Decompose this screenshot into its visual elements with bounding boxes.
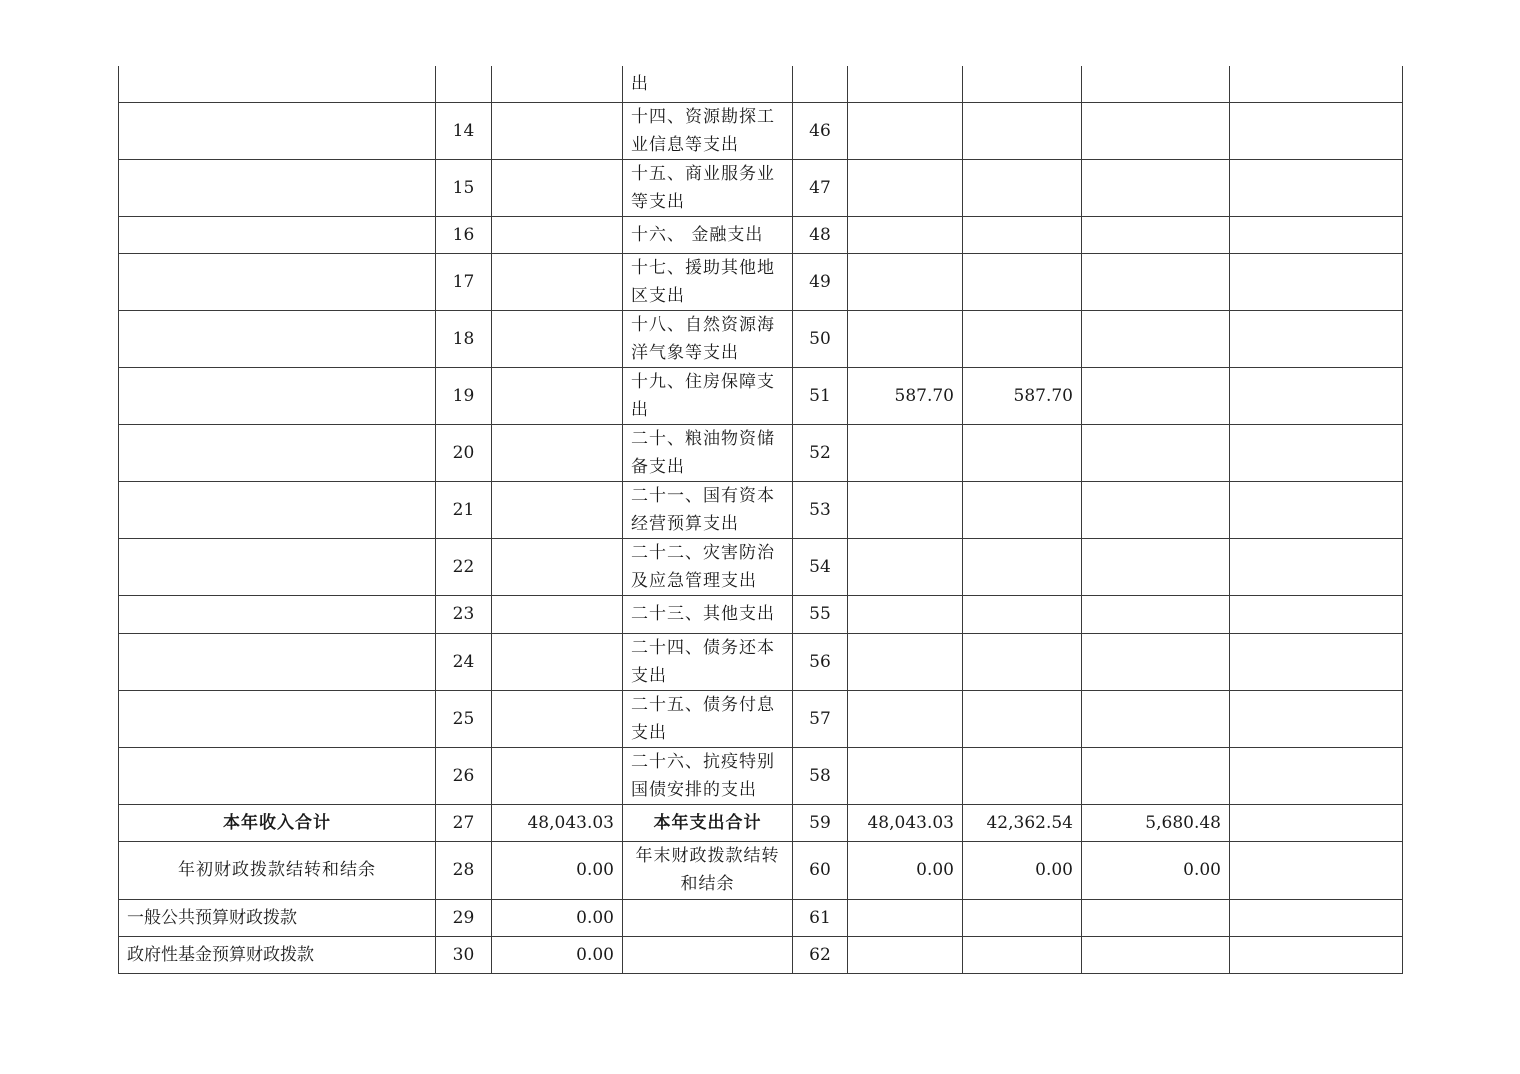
expense-other <box>1230 936 1403 973</box>
expense-fund-budget <box>1082 690 1230 747</box>
expense-total <box>848 216 963 253</box>
expense-fund-budget <box>1082 747 1230 804</box>
expense-fund-budget <box>1082 216 1230 253</box>
income-row-number: 23 <box>436 595 492 633</box>
income-row-number: 25 <box>436 690 492 747</box>
expense-total <box>848 66 963 102</box>
income-amount <box>492 253 623 310</box>
expense-other <box>1230 595 1403 633</box>
expense-label: 十六、 金融支出 <box>623 216 793 253</box>
expense-label: 二十五、债务付息支出 <box>623 690 793 747</box>
income-amount <box>492 367 623 424</box>
income-amount <box>492 690 623 747</box>
expense-other <box>1230 253 1403 310</box>
table-row-total <box>119 804 1403 841</box>
income-label <box>119 747 436 804</box>
expense-fund-budget <box>1082 102 1230 159</box>
income-row-number: 26 <box>436 747 492 804</box>
income-row-number: 20 <box>436 424 492 481</box>
expense-row-number: 54 <box>793 538 848 595</box>
expense-row-number <box>793 66 848 102</box>
income-amount: 0.00 <box>492 899 623 936</box>
budget-table <box>118 66 1403 974</box>
income-label <box>119 367 436 424</box>
expense-row-number: 57 <box>793 690 848 747</box>
expense-general-budget: 0.00 <box>963 841 1082 899</box>
income-amount <box>492 216 623 253</box>
expense-fund-budget <box>1082 538 1230 595</box>
table-row <box>119 747 1403 804</box>
income-amount <box>492 747 623 804</box>
expense-label: 年末财政拨款结转和结余 <box>623 841 793 899</box>
expense-other <box>1230 841 1403 899</box>
income-label <box>119 690 436 747</box>
expense-other <box>1230 538 1403 595</box>
income-row-number: 22 <box>436 538 492 595</box>
expense-general-budget <box>963 310 1082 367</box>
expense-general-budget <box>963 633 1082 690</box>
expense-total: 48,043.03 <box>848 804 963 841</box>
income-label <box>119 102 436 159</box>
expense-general-budget <box>963 747 1082 804</box>
income-row-number: 21 <box>436 481 492 538</box>
expense-fund-budget <box>1082 159 1230 216</box>
income-amount <box>492 595 623 633</box>
income-row-number: 14 <box>436 102 492 159</box>
income-label <box>119 253 436 310</box>
expense-row-number: 53 <box>793 481 848 538</box>
income-amount <box>492 102 623 159</box>
expense-row-number: 46 <box>793 102 848 159</box>
income-row-number: 17 <box>436 253 492 310</box>
expense-total: 0.00 <box>848 841 963 899</box>
expense-row-number: 48 <box>793 216 848 253</box>
expense-label <box>623 936 793 973</box>
expense-total <box>848 747 963 804</box>
income-row-number <box>436 66 492 102</box>
income-row-number: 19 <box>436 367 492 424</box>
table-row <box>119 538 1403 595</box>
expense-total <box>848 424 963 481</box>
income-row-number: 16 <box>436 216 492 253</box>
table-row <box>119 102 1403 159</box>
income-amount: 48,043.03 <box>492 804 623 841</box>
expense-total <box>848 310 963 367</box>
expense-label <box>623 899 793 936</box>
expense-row-number: 61 <box>793 899 848 936</box>
expense-fund-budget <box>1082 633 1230 690</box>
expense-total <box>848 481 963 538</box>
expense-total <box>848 690 963 747</box>
expense-label: 十九、住房保障支出 <box>623 367 793 424</box>
table-row <box>119 253 1403 310</box>
expense-row-number: 50 <box>793 310 848 367</box>
expense-row-number: 59 <box>793 804 848 841</box>
expense-other <box>1230 899 1403 936</box>
income-label <box>119 424 436 481</box>
expense-other <box>1230 633 1403 690</box>
expense-general-budget <box>963 690 1082 747</box>
expense-label: 二十四、债务还本支出 <box>623 633 793 690</box>
table-row <box>119 424 1403 481</box>
expense-total <box>848 253 963 310</box>
expense-other <box>1230 310 1403 367</box>
expense-fund-budget <box>1082 595 1230 633</box>
expense-label: 十五、商业服务业等支出 <box>623 159 793 216</box>
expense-label: 二十二、灾害防治及应急管理支出 <box>623 538 793 595</box>
expense-other <box>1230 159 1403 216</box>
income-row-number: 18 <box>436 310 492 367</box>
expense-other <box>1230 424 1403 481</box>
income-amount: 0.00 <box>492 841 623 899</box>
income-row-number: 27 <box>436 804 492 841</box>
expense-total <box>848 936 963 973</box>
expense-general-budget <box>963 102 1082 159</box>
table-row <box>119 633 1403 690</box>
expense-fund-budget <box>1082 310 1230 367</box>
expense-label: 十七、援助其他地区支出 <box>623 253 793 310</box>
table-row <box>119 310 1403 367</box>
table-row <box>119 841 1403 899</box>
income-label <box>119 595 436 633</box>
expense-label: 出 <box>623 66 793 102</box>
table-row <box>119 899 1403 936</box>
expense-total <box>848 899 963 936</box>
expense-fund-budget <box>1082 481 1230 538</box>
income-total-label: 本年收入合计 <box>119 804 436 841</box>
expense-fund-budget <box>1082 367 1230 424</box>
table-row <box>119 216 1403 253</box>
expense-label: 二十三、其他支出 <box>623 595 793 633</box>
expense-row-number: 55 <box>793 595 848 633</box>
expense-row-number: 52 <box>793 424 848 481</box>
income-label: 年初财政拨款结转和结余 <box>119 841 436 899</box>
expense-general-budget <box>963 936 1082 973</box>
income-label <box>119 310 436 367</box>
expense-other <box>1230 102 1403 159</box>
expense-label: 二十、粮油物资储备支出 <box>623 424 793 481</box>
expense-row-number: 49 <box>793 253 848 310</box>
table-row <box>119 690 1403 747</box>
table-row <box>119 595 1403 633</box>
income-row-number: 29 <box>436 899 492 936</box>
income-label: 一般公共预算财政拨款 <box>119 899 436 936</box>
expense-general-budget <box>963 424 1082 481</box>
expense-fund-budget: 0.00 <box>1082 841 1230 899</box>
expense-fund-budget <box>1082 424 1230 481</box>
income-label <box>119 633 436 690</box>
income-label <box>119 159 436 216</box>
table-row <box>119 481 1403 538</box>
income-amount <box>492 159 623 216</box>
income-amount <box>492 481 623 538</box>
income-amount <box>492 633 623 690</box>
table-row <box>119 367 1403 424</box>
table-row <box>119 936 1403 973</box>
expense-row-number: 62 <box>793 936 848 973</box>
expense-fund-budget <box>1082 899 1230 936</box>
expense-other <box>1230 66 1403 102</box>
expense-other <box>1230 367 1403 424</box>
income-amount <box>492 424 623 481</box>
expense-row-number: 58 <box>793 747 848 804</box>
expense-other <box>1230 804 1403 841</box>
income-amount: 0.00 <box>492 936 623 973</box>
table-row <box>119 66 1403 102</box>
expense-row-number: 56 <box>793 633 848 690</box>
expense-general-budget <box>963 66 1082 102</box>
expense-fund-budget <box>1082 253 1230 310</box>
expense-total <box>848 538 963 595</box>
income-amount <box>492 310 623 367</box>
expense-general-budget <box>963 538 1082 595</box>
expense-total <box>848 159 963 216</box>
expense-other <box>1230 216 1403 253</box>
expense-label: 二十六、抗疫特别国债安排的支出 <box>623 747 793 804</box>
expense-total: 587.70 <box>848 367 963 424</box>
expense-general-budget <box>963 899 1082 936</box>
expense-fund-budget: 5,680.48 <box>1082 804 1230 841</box>
income-label <box>119 216 436 253</box>
expense-other <box>1230 747 1403 804</box>
expense-row-number: 60 <box>793 841 848 899</box>
expense-general-budget <box>963 595 1082 633</box>
expense-other <box>1230 481 1403 538</box>
expense-row-number: 47 <box>793 159 848 216</box>
income-label <box>119 481 436 538</box>
income-row-number: 28 <box>436 841 492 899</box>
expense-row-number: 51 <box>793 367 848 424</box>
expense-fund-budget <box>1082 66 1230 102</box>
expense-total <box>848 633 963 690</box>
expense-label: 十八、自然资源海洋气象等支出 <box>623 310 793 367</box>
income-row-number: 15 <box>436 159 492 216</box>
expense-fund-budget <box>1082 936 1230 973</box>
expense-general-budget <box>963 159 1082 216</box>
expense-general-budget <box>963 216 1082 253</box>
income-label <box>119 66 436 102</box>
expense-label: 二十一、国有资本经营预算支出 <box>623 481 793 538</box>
expense-general-budget <box>963 253 1082 310</box>
expense-total <box>848 595 963 633</box>
income-label <box>119 538 436 595</box>
expense-total <box>848 102 963 159</box>
expense-general-budget: 42,362.54 <box>963 804 1082 841</box>
income-amount <box>492 66 623 102</box>
income-label: 政府性基金预算财政拨款 <box>119 936 436 973</box>
expense-label: 十四、资源勘探工业信息等支出 <box>623 102 793 159</box>
expense-total-label: 本年支出合计 <box>623 804 793 841</box>
expense-general-budget <box>963 481 1082 538</box>
income-amount <box>492 538 623 595</box>
expense-other <box>1230 690 1403 747</box>
table-row <box>119 159 1403 216</box>
income-row-number: 30 <box>436 936 492 973</box>
expense-general-budget: 587.70 <box>963 367 1082 424</box>
income-row-number: 24 <box>436 633 492 690</box>
